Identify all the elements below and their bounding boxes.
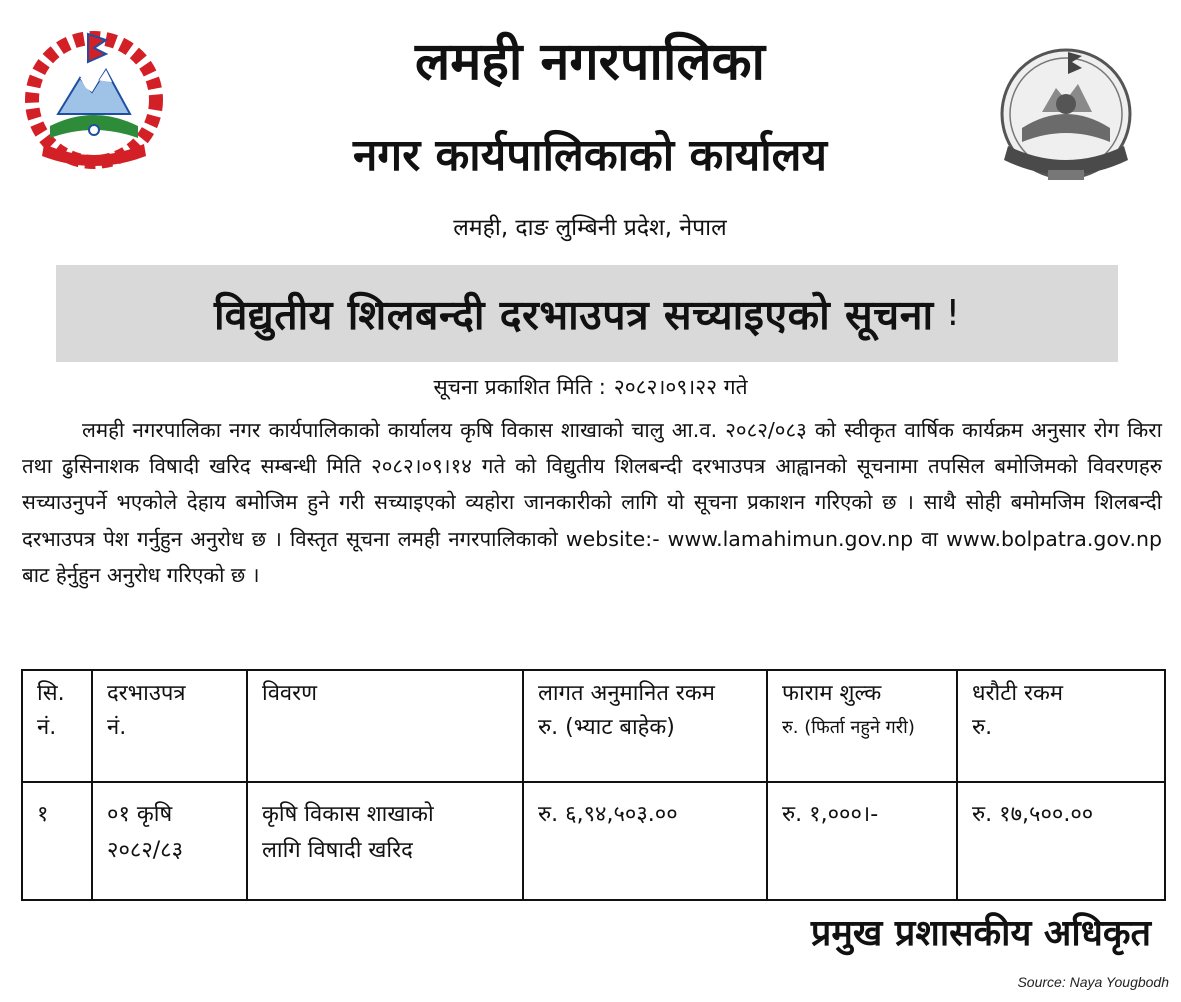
cell-form-fee: रु. १,०००।- [767,782,957,900]
bid-details-table [21,669,1166,901]
notice-body: लमही नगरपालिका नगर कार्यपालिकाको कार्यालय कृषि विकास शाखाको चालु आ.व. २०८२/०८३ को स्वीकृत वार्षिक कार्यक्रम अनुसार रोग किरा तथा ढुसिनाशक विषादी खरिद सम्बन्धी मिति २०८२।०९।१४ गते को विद्युतीय शिलबन्दी दरभाउपत्र आह्वानको सूचनामा तपसिल बमोजिमको विवरणहरु सच्याउनुपर्ने भएकोले देहाय बमोजिम हुने गरी सच्याइएको व्यहोरा जानकारीको लागि यो सूचना प्रकाशन गरिएको छ । साथै सोही बमोमजिम शिलबन्दी दरभाउपत्र पेश गर्नुहुन अनुरोध छ । विस्तृत सूचना लमही नगरपालिकाको website:- www.lamahimun.gov.np वा www.bolpatra.gov.np बाट हेर्नुहुन अनुरोध गरिएको छ । [22,418,1162,587]
office-title: नगर कार्यपालिकाको कार्यालय [353,130,827,181]
cell-serial-no: १ [22,782,92,900]
publication-date-value: २०८२।०९।२२ गते [613,375,748,399]
publication-date-line [0,372,1181,402]
municipality-title: लमही नगरपालिका [414,32,766,92]
municipality-seal-emblem [992,42,1140,192]
notice-heading-exclamation: ! [945,293,961,334]
cell-deposit-amount: रु. १७,५००.०० [957,782,1165,900]
cell-bid-no: ०१ कृषि २०८२/८३ [92,782,247,900]
nepal-coat-of-arms-emblem [18,26,170,176]
header-estimated-cost: लागत अनुमानित रकम रु. (भ्याट बाहेक) [523,670,767,782]
office-address: लमही, दाङ लुम्बिनी प्रदेश, नेपाल [453,215,727,241]
notice-banner [56,265,1118,362]
notice-heading: विद्युतीय शिलबन्दी दरभाउपत्र सच्याइएको सूचना [213,290,934,339]
header-serial-no: सि. नं. [22,670,92,782]
table-row [22,782,1165,900]
cell-description: कृषि विकास शाखाको लागि विषादी खरिद [247,782,523,900]
publication-date-label: सूचना प्रकाशित मिति : [433,375,606,399]
cell-estimated-cost: रु. ६,९४,५०३.०० [523,782,767,900]
source-credit: Source: Naya Yougbodh [1017,974,1169,990]
header-description: विवरण [247,670,523,782]
header-form-fee: फाराम शुल्क रु. (फिर्ता नहुने गरी) [767,670,957,782]
header-bid-no: दरभाउपत्र नं. [92,670,247,782]
signatory-title: प्रमुख प्रशासकीय अधिकृत [810,913,1151,954]
table-header-row [22,670,1165,782]
header-deposit-amount: धरौटी रकम रु. [957,670,1165,782]
